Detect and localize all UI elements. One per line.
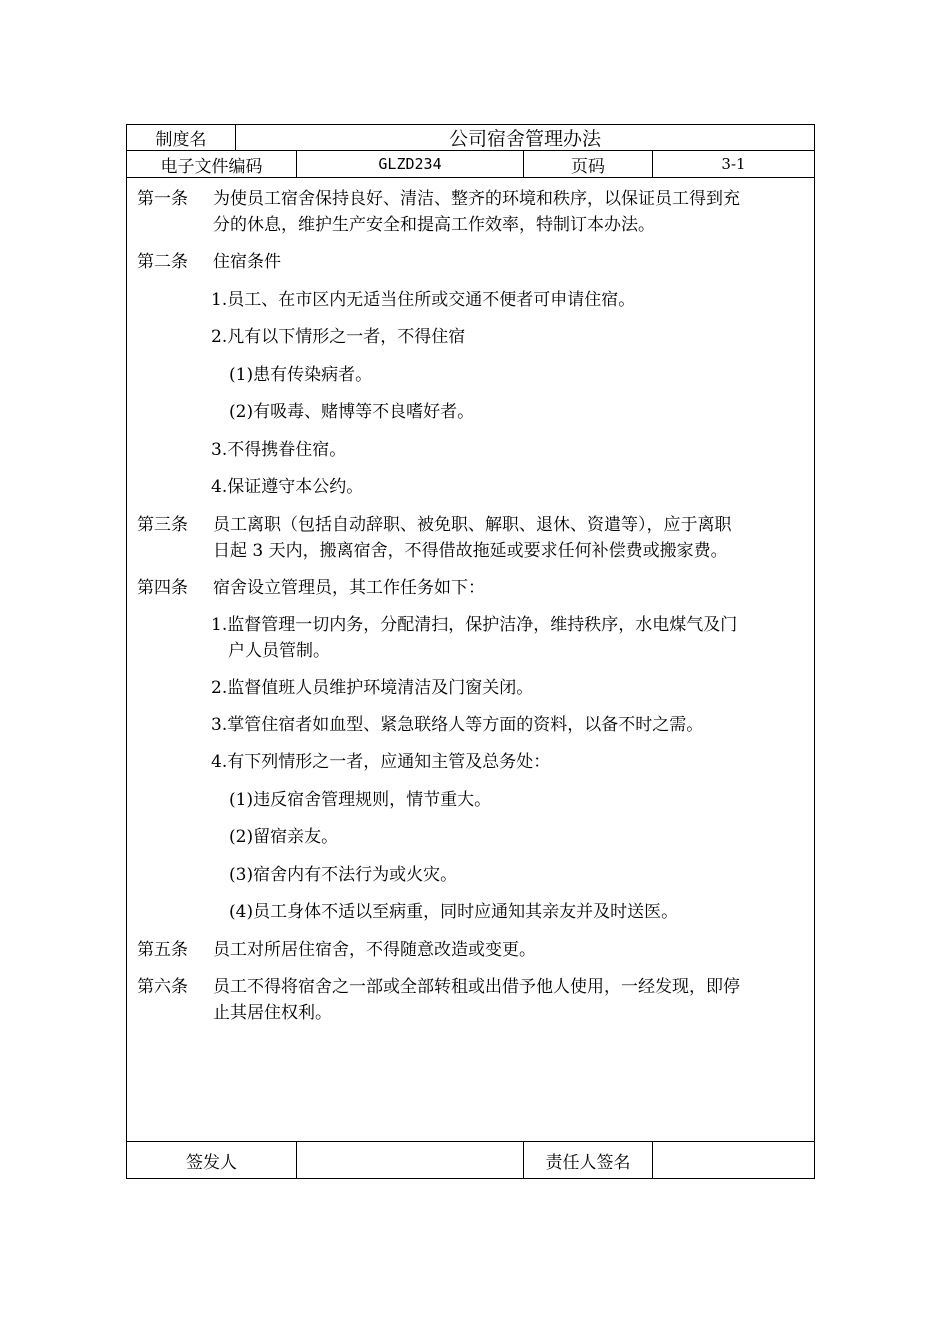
article-4-item-4: 4.有下列情形之一者，应通知主管及总务处： (211, 752, 551, 772)
article-4-item-4-sub-3: (3)宿舍内有不法行为或火灾。 (229, 865, 458, 885)
code-row (127, 151, 814, 178)
regulation-title: 公司宿舍管理办法 (448, 128, 601, 150)
issuer-label: 签发人 (127, 1142, 297, 1178)
article-1-text-line-1: 为使员工宿舍保持良好、清洁、整齐的环境和秩序，以保证员工得到充 (213, 189, 740, 209)
article-4-title: 宿舍设立管理员，其工作任务如下： (213, 578, 485, 598)
signature-row (127, 1142, 814, 1178)
page-value: 3-1 (721, 155, 746, 173)
article-6-text-line-2: 止其居住权利。 (213, 1003, 332, 1023)
responsible-signature-label: 责任人签名 (524, 1142, 653, 1178)
title-row (127, 125, 814, 151)
article-3-text-line-2: 日起 3 天内，搬离宿舍，不得借故拖延或要求任何补偿费或搬家费。 (213, 541, 728, 561)
article-6-text-line-1: 员工不得将宿舍之一部或全部转租或出借予他人使用，一经发现，即停 (213, 977, 740, 997)
article-3-label: 第三条 (137, 515, 188, 535)
regulation-body (127, 178, 814, 1142)
article-1-label: 第一条 (137, 189, 188, 209)
article-5-text: 员工对所居住宿舍，不得随意改造或变更。 (213, 940, 536, 960)
article-4-item-1-line-2: 户人员管制。 (228, 641, 330, 661)
article-1-text-line-2: 分的休息，维护生产安全和提高工作效率，特制订本办法。 (213, 215, 655, 235)
responsible-signature-field[interactable] (653, 1142, 814, 1178)
document-form (126, 124, 815, 1179)
article-2-item-2: 2.凡有以下情形之一者，不得住宿 (211, 327, 466, 347)
article-4-item-2: 2.监督值班人员维护环境清洁及门窗关闭。 (211, 678, 534, 698)
article-4-item-4-sub-1: (1)违反宿舍管理规则，情节重大。 (229, 790, 492, 810)
article-2-label: 第二条 (137, 252, 188, 272)
article-2-item-1: 1.员工、在市区内无适当住所或交通不便者可申请住宿。 (211, 290, 636, 310)
issuer-field[interactable] (297, 1142, 524, 1178)
article-2-item-2-sub-1: (1)患有传染病者。 (229, 365, 373, 385)
article-4-item-1-line-1: 1.监督管理一切内务，分配清扫，保护洁净，维持秩序，水电煤气及门 (211, 615, 738, 635)
regulation-name-label: 制度名 (127, 125, 236, 150)
file-code-value: GLZD234 (297, 151, 524, 177)
article-2-item-4: 4.保证遵守本公约。 (211, 477, 364, 497)
article-4-item-4-sub-4: (4)员工身体不适以至病重，同时应通知其亲友并及时送医。 (229, 902, 679, 922)
article-4-label: 第四条 (137, 578, 188, 598)
article-6-label: 第六条 (137, 977, 188, 997)
article-4-item-4-sub-2: (2)留宿亲友。 (229, 827, 339, 847)
article-2-title: 住宿条件 (213, 252, 281, 272)
article-2-item-3: 3.不得携眷住宿。 (211, 440, 347, 460)
article-2-item-2-sub-2: (2)有吸毒、赌博等不良嗜好者。 (229, 402, 475, 422)
article-4-item-3: 3.掌管住宿者如血型、紧急联络人等方面的资料，以备不时之需。 (211, 715, 704, 735)
article-5-label: 第五条 (137, 940, 188, 960)
article-3-text-line-1: 员工离职（包括自动辞职、被免职、解职、退休、资遣等），应于离职 (213, 515, 732, 535)
page-label: 页码 (524, 151, 653, 177)
file-code-label: 电子文件编码 (127, 151, 297, 177)
